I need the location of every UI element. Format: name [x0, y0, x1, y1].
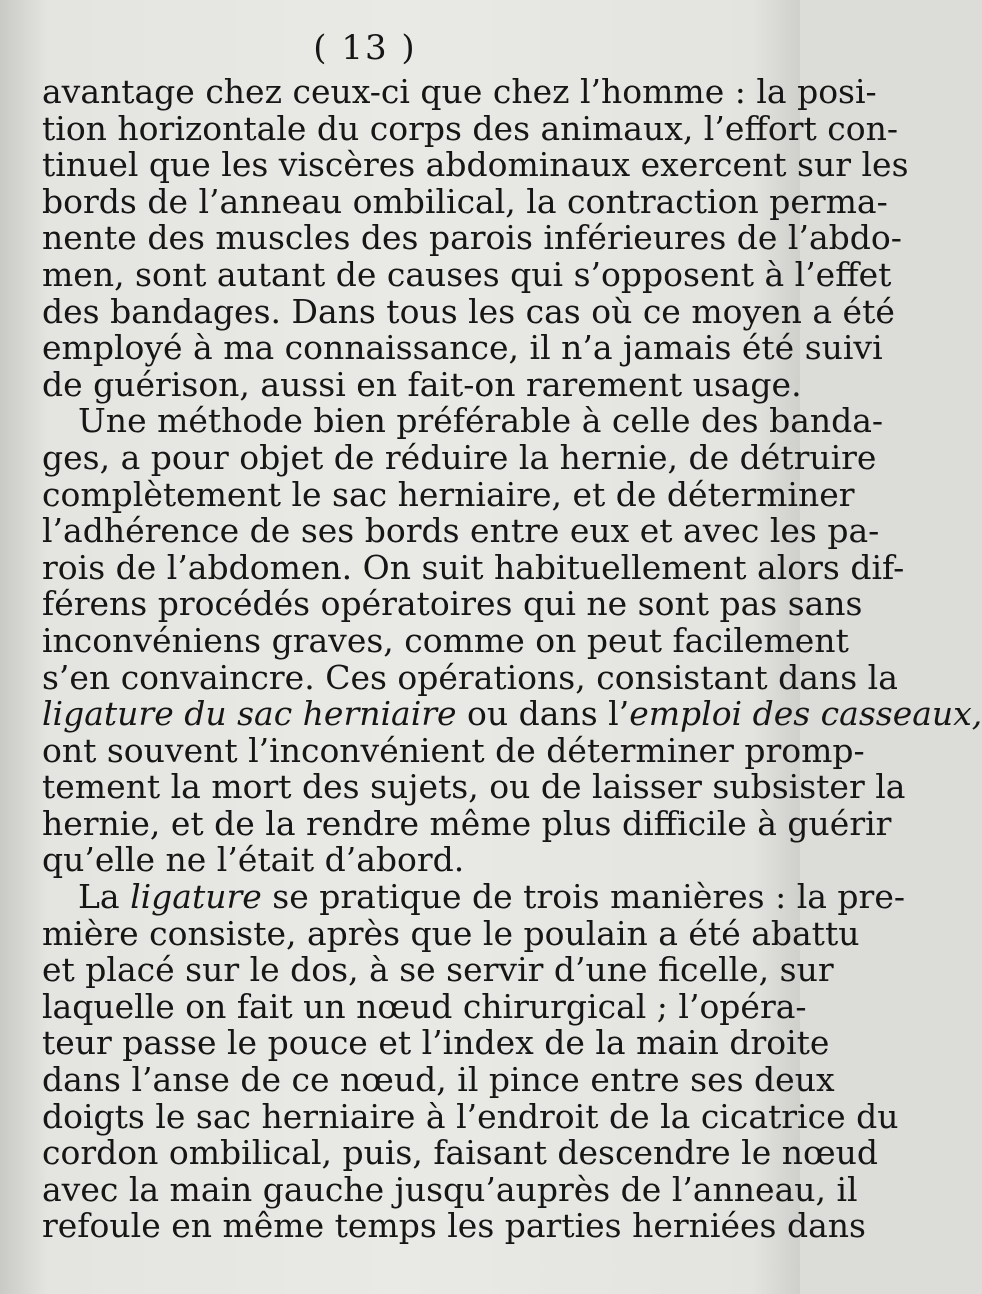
text-line: doigts le sac herniaire à l’endroit de la cicatrice du [42, 1096, 899, 1136]
text-line: tement la mort des sujets, ou de laisser subsister la [42, 767, 906, 807]
text-line-mixed [42, 694, 982, 734]
italic-phrase: ligature du sac herniaire [42, 694, 457, 734]
text-line: teur passe le pouce et l’index de la main droite [42, 1023, 830, 1063]
text-line: employé à ma connaissance, il n’a jamais été suivi [42, 328, 883, 368]
page-number: ( 13 ) [313, 28, 417, 68]
text-line: laquelle on fait un nœud chirurgical ; l’opéra- [42, 986, 807, 1026]
text-line: hernie, et de la rendre même plus difficile à guérir [42, 803, 892, 843]
text-line: s’en convaincre. Ces opérations, consistant dans la [42, 657, 898, 697]
text-line: ont souvent l’inconvénient de déterminer promp- [42, 730, 865, 770]
italic-phrase: emploi des casseaux, [629, 694, 982, 734]
text-line: men, sont autant de causes qui s’opposent à l’effet [42, 254, 892, 294]
text-line: cordon ombilical, puis, faisant descendre le nœud [42, 1133, 879, 1173]
paragraph-3 [42, 877, 906, 1246]
text-line: bords de l’anneau ombilical, la contraction perma- [42, 181, 888, 221]
text-fragment: La [78, 877, 131, 917]
text-line: inconvéniens graves, comme on peut facilement [42, 620, 849, 660]
text-line: avantage chez ceux-ci que chez l’homme : la posi- [42, 72, 877, 111]
text-line: nente des muscles des parois inférieures de l’abdo- [42, 218, 902, 258]
italic-phrase: ligature [130, 877, 262, 917]
text-line: férens procédés opératoires qui ne sont pas sans [42, 584, 863, 624]
text-line: l’adhérence de ses bords entre eux et avec les pa- [42, 511, 880, 551]
body-text [42, 72, 982, 1246]
text-fragment: se pratique de trois manières : la pre- [261, 877, 906, 917]
text-line: complètement le sac herniaire, et de déterminer [42, 474, 855, 514]
text-line: tinuel que les viscères abdominaux exercent sur les [42, 145, 909, 185]
text-line: et placé sur le dos, à se servir d’une ficelle, sur [42, 950, 834, 990]
text-line: qu’elle ne l’était d’abord. [42, 840, 465, 880]
text-fragment: ou dans l’ [456, 694, 630, 734]
paragraph-2 [42, 401, 982, 880]
text-line: des bandages. Dans tous les cas où ce moyen a été [42, 291, 895, 331]
text-line: ges, a pour objet de réduire la hernie, de détruire [42, 437, 877, 477]
text-line: de guérison, aussi en fait-on rarement usage. [42, 364, 802, 404]
text-line: dans l’anse de ce nœud, il pince entre ses deux [42, 1060, 835, 1100]
text-line: Une méthode bien préférable à celle des banda- [78, 401, 884, 441]
text-line: avec la main gauche jusqu’auprès de l’anneau, il [42, 1169, 858, 1209]
text-line: mière consiste, après que le poulain a été abattu [42, 913, 860, 953]
text-line: tion horizontale du corps des animaux, l’effort con- [42, 108, 898, 148]
text-line-mixed [42, 877, 906, 917]
text-line: refoule en même temps les parties herniées dans [42, 1206, 866, 1246]
paragraph-1 [42, 72, 909, 404]
text-line: rois de l’abdomen. On suit habituellement alors dif- [42, 547, 905, 587]
